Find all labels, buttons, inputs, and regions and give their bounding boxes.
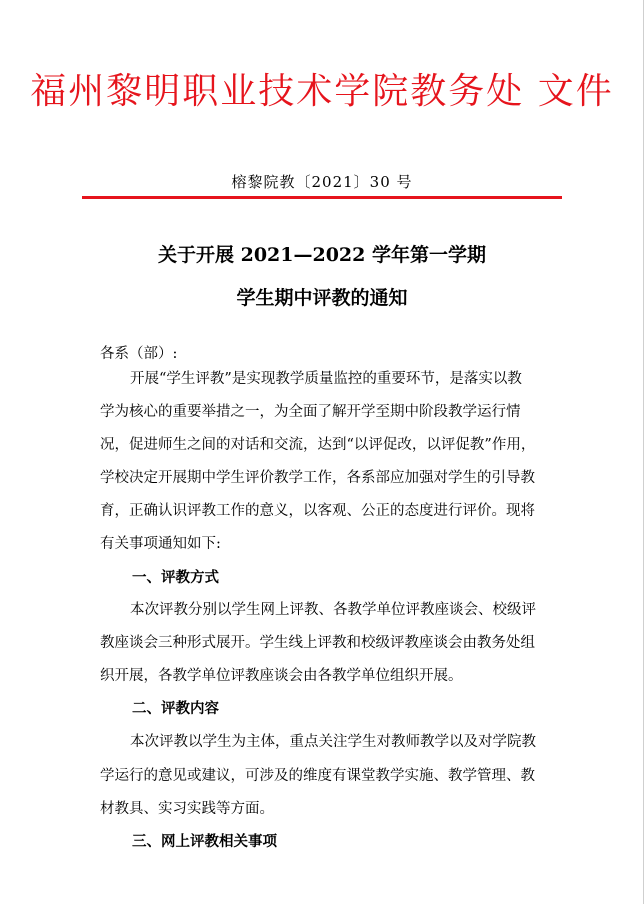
- section-1-line-2: 教座谈会三种形式展开。学生线上评教和校级评教座谈会由教务处组: [100, 635, 535, 651]
- red-divider-line: [82, 196, 562, 199]
- section-2-line-3: 材教具、实习实践等方面。: [100, 801, 274, 817]
- section-heading-3: 三、网上评教相关事项: [132, 833, 277, 850]
- letterhead-title: 福州黎明职业技术学院教务处 文件: [30, 71, 614, 112]
- intro-line-4: 学校决定开展期中学生评价教学工作，各系部应加强对学生的引导教: [100, 470, 535, 486]
- document-number: 榕黎院教〔2021〕30 号: [231, 173, 413, 191]
- notice-title-line-1: 关于开展 2021—2022 学年第一学期: [158, 244, 486, 266]
- section-2-line-2: 学运行的意见或建议，可涉及的维度有课堂教学实施、教学管理、教: [100, 768, 535, 784]
- notice-title-line-2: 学生期中评教的通知: [236, 287, 408, 309]
- intro-line-3: 况，促进师生之间的对话和交流，达到“以评促改，以评促教”作用，: [100, 437, 536, 453]
- section-heading-2: 二、评教内容: [132, 700, 219, 717]
- salutation: 各系（部）:: [100, 346, 178, 362]
- section-1-line-1: 本次评教分别以学生网上评教、各教学单位评教座谈会、校级评: [130, 602, 536, 618]
- section-heading-1: 一、评教方式: [132, 569, 219, 586]
- section-1-line-3: 织开展，各教学单位评教座谈会由各教学单位组织开展。: [100, 668, 463, 684]
- intro-line-5: 育，正确认识评教工作的意义，以客观、公正的态度进行评价。现将: [100, 503, 535, 519]
- intro-line-2: 学为核心的重要举措之一，为全面了解开学至期中阶段教学运行情: [100, 404, 521, 420]
- intro-line-1: 开展“学生评教”是实现教学质量监控的重要环节，是落实以教: [130, 371, 522, 387]
- intro-line-6: 有关事项通知如下:: [100, 536, 221, 552]
- section-2-line-1: 本次评教以学生为主体，重点关注学生对教师教学以及对学院教: [130, 734, 536, 750]
